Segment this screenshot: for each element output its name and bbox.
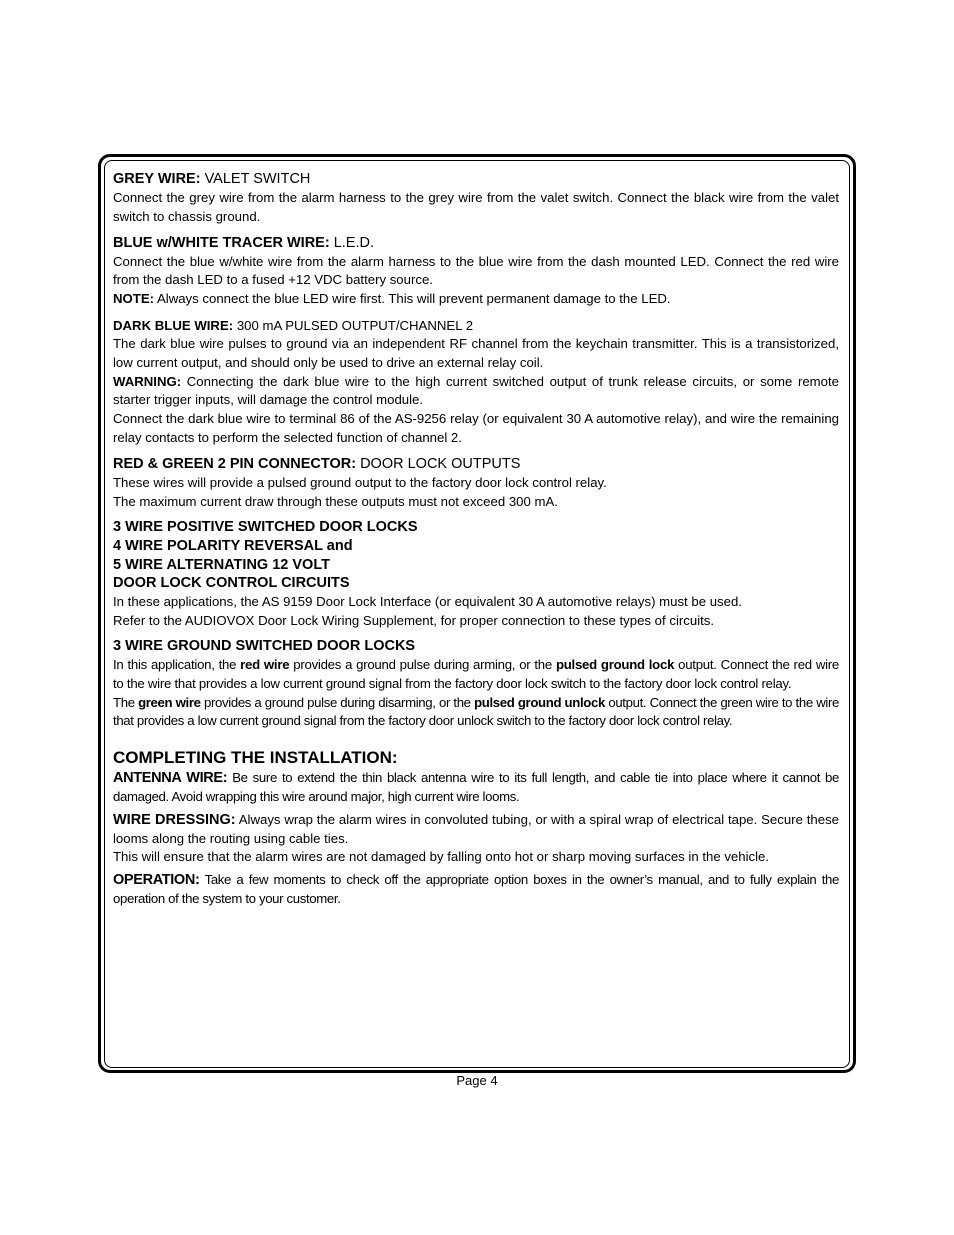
connector-line-2: The maximum current draw through these outputs must not exceed 300 mA. bbox=[113, 493, 558, 509]
dark-blue-wire-section bbox=[113, 316, 839, 448]
grey-wire-subtitle: VALET SWITCH bbox=[200, 171, 311, 187]
connector-line-1: These wires will provide a pulsed ground output to the factory door lock control relay. bbox=[113, 474, 607, 490]
document-body bbox=[113, 170, 839, 909]
door-locks-line-2: Refer to the AUDIOVOX Door Lock Wiring Supplement, for proper connection to these types of circuits. bbox=[113, 612, 715, 628]
completing-section bbox=[113, 747, 839, 909]
blue-wire-subtitle: L.E.D. bbox=[329, 234, 375, 251]
dark-blue-wire-heading bbox=[113, 316, 839, 335]
blue-wire-section bbox=[113, 234, 839, 309]
note-label: NOTE: bbox=[113, 291, 155, 307]
pulsed-ground-lock-emphasis: pulsed ground lock bbox=[555, 656, 675, 672]
ground-locks-heading: 3 WIRE GROUND SWITCHED DOOR LOCKS bbox=[113, 638, 416, 655]
text-run: In this application, the bbox=[113, 656, 241, 672]
warning-text: Connecting the dark blue wire to the high current switched output of trunk release circuits, or some remote starter trigger inputs, will damage the control module. bbox=[113, 373, 839, 408]
door-locks-section bbox=[113, 518, 839, 630]
text-run: provides a ground pulse during arming, or the bbox=[289, 656, 556, 672]
wire-dressing-label: WIRE DRESSING: bbox=[113, 811, 236, 828]
ground-locks-section bbox=[113, 637, 839, 731]
connector-heading bbox=[113, 455, 839, 474]
page-number: Page 4 bbox=[456, 1073, 498, 1088]
operation-label: OPERATION: bbox=[113, 872, 200, 889]
blue-wire-text: Connect the blue w/white wire from the alarm harness to the blue wire from the dash mounted LED. Connect the red wire from the dash LED to a fused +12 VDC battery source. bbox=[113, 253, 839, 288]
dark-blue-wire-subtitle: 300 mA PULSED OUTPUT/CHANNEL 2 bbox=[233, 317, 474, 333]
door-locks-heading-1: 3 WIRE POSITIVE SWITCHED DOOR LOCKS bbox=[113, 519, 418, 536]
text-run: output. Connect the red wire to the wire that provides a low current ground signal from the factory door lock switch to the factory door lock control relay. bbox=[113, 656, 840, 691]
dark-blue-wire-warning bbox=[113, 373, 839, 411]
warning-label: WARNING: bbox=[113, 373, 182, 389]
grey-wire-section bbox=[113, 170, 839, 227]
grey-wire-title: GREY WIRE: bbox=[113, 171, 201, 187]
blue-wire-heading bbox=[113, 234, 839, 253]
wire-dressing-body: Always wrap the alarm wires in convoluted tubing, or with a spiral wrap of electrical tape. Secure these looms along the routing using cable ties. bbox=[113, 811, 839, 846]
door-locks-heading-3: 5 WIRE ALTERNATING 12 VOLT bbox=[113, 556, 330, 573]
note-text: Always connect the blue LED wire first. This will prevent permanent damage to the LED. bbox=[154, 291, 671, 307]
text-run: The bbox=[113, 694, 139, 710]
connector-subtitle: DOOR LOCK OUTPUTS bbox=[356, 455, 521, 472]
dark-blue-wire-title: DARK BLUE WIRE: bbox=[113, 317, 234, 333]
door-locks-line-1: In these applications, the AS 9159 Door Lock Interface (or equivalent 30 A automotive relays) must be used. bbox=[113, 593, 742, 609]
ground-locks-paragraph-1 bbox=[113, 656, 839, 694]
blue-wire-note bbox=[113, 290, 839, 309]
grey-wire-text: Connect the grey wire from the alarm harness to the grey wire from the valet switch. Connect the black wire from the valet switch to chassis ground. bbox=[113, 190, 839, 224]
ground-locks-paragraph-2 bbox=[113, 694, 839, 732]
grey-wire-heading bbox=[113, 170, 839, 189]
pulsed-ground-unlock-emphasis: pulsed ground unlock bbox=[474, 694, 605, 710]
operation-body: Take a few moments to check off the appropriate option boxes in the owner’s manual, and to fully explain the operation of the system to your customer. bbox=[113, 872, 839, 906]
blue-wire-title: BLUE w/WHITE TRACER WIRE: bbox=[113, 234, 330, 251]
wire-dressing-text-2: This will ensure that the alarm wires are not damaged by falling onto hot or sharp moving surfaces in the vehicle. bbox=[113, 849, 770, 865]
antenna-wire-body: Be sure to extend the thin black antenna wire to its full length, and cable tie into place where it cannot be damaged. Avoid wrapping this wire around major, high current wire looms. bbox=[113, 770, 839, 804]
operation-text bbox=[113, 871, 839, 909]
dark-blue-wire-text: The dark blue wire pulses to ground via an independent RF channel from the keychain transmitter. This is a transistorized, low current output, and should only be used to drive an external relay coil. bbox=[113, 335, 839, 370]
wire-dressing-text bbox=[113, 811, 839, 849]
text-run: output. Connect the green wire to the wire that provides a low current ground signal from the factory door unlock switch to the factory door lock control relay. bbox=[113, 694, 839, 729]
text-run: provides a ground pulse during disarming, or the bbox=[200, 694, 475, 710]
dark-blue-wire-relay-text: Connect the dark blue wire to terminal 86 of the AS-9256 relay (or equivalent 30 A automotive relay), and wire the remaining relay contacts to perform the selected function of channel 2. bbox=[113, 411, 839, 445]
red-wire-emphasis: red wire bbox=[240, 656, 290, 672]
completing-heading: COMPLETING THE INSTALLATION: bbox=[113, 748, 398, 768]
connector-section bbox=[113, 455, 839, 512]
antenna-wire-text bbox=[113, 769, 839, 807]
antenna-wire-label: ANTENNA WIRE: bbox=[113, 770, 228, 787]
connector-title: RED & GREEN 2 PIN CONNECTOR: bbox=[113, 455, 357, 472]
door-locks-heading-4: DOOR LOCK CONTROL CIRCUITS bbox=[113, 575, 350, 592]
door-locks-heading-2: 4 WIRE POLARITY REVERSAL and bbox=[113, 537, 353, 554]
green-wire-emphasis: green wire bbox=[138, 694, 201, 710]
